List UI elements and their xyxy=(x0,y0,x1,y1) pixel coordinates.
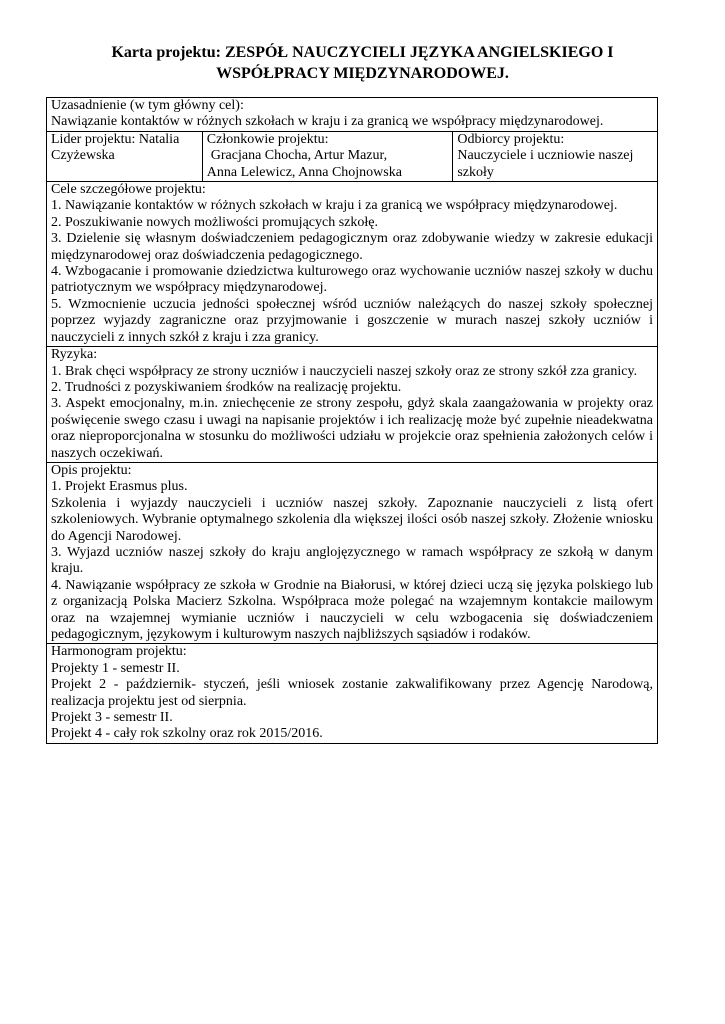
justification-row xyxy=(47,98,658,132)
schedule-label: Harmonogram projektu: xyxy=(51,644,187,660)
objective-item: 1. Nawiązanie kontaktów w różnych szkołach w kraju i za granicą we współpracy międzynarodowej. xyxy=(51,198,618,214)
members-label: Członkowie projektu: xyxy=(206,131,329,147)
objectives-label: Cele szczegółowe projektu: xyxy=(51,182,206,198)
justification-cell xyxy=(47,98,658,132)
recipients-label: Odbiorcy projektu: xyxy=(457,131,565,147)
risk-item: 3. Aspekt emocjonalny, m.in. zniechęcenie ze strony zespołu, gdyż skala zaangażowania w projekty oraz poświęcenie swego czasu i uwagi na napisanie projektów i ich realizację może być zupełnie nieadekwatna oraz nieproporcjonalna w stosunku do możliwości udziału w projekcie oraz spełnienia założonych celów i naszych oczekiwań. xyxy=(51,396,653,461)
description-row xyxy=(47,462,658,643)
justification-text: Nawiązanie kontaktów w różnych szkołach w kraju i za granicą we współpracy międzynarodowej. xyxy=(51,114,604,130)
risks-row xyxy=(47,347,658,463)
title-line-1: Karta projektu: ZESPÓŁ NAUCZYCIELI JĘZYKA ANGIELSKIEGO I xyxy=(111,44,614,61)
team-row xyxy=(47,131,658,181)
schedule-row xyxy=(47,644,658,743)
description-item: 4. Nawiązanie współpracy ze szkoła w Grodnie na Białorusi, w której dzieci uczą się języka polskiego lub z organizacją Polska Macierz Szkolna. Współpraca może polegać na wzajemnym kontakcie mailowym oraz na wzajemnej wymianie uczniów i nauczycieli w celu wzbogacenia się doświadczeniem pedagogicznym, językowym i kulturowym naszych najbliższych sąsiadów i rodaków. xyxy=(51,577,653,642)
title-line-2: WSPÓŁPRACY MIĘDZYNARODOWEJ. xyxy=(216,65,509,82)
recipients-cell xyxy=(453,131,658,181)
members-line-1: Gracjana Chocha, Artur Mazur, xyxy=(210,148,388,164)
schedule-item: Projekt 3 - semestr II. xyxy=(51,710,173,726)
objective-item: 5. Wzmocnienie uczucia jedności społecznej wśród uczniów należących do naszej szkoły społecznej poprzez wyjazdy zagraniczne oraz przyjmowanie i goszczenie w murach naszej szkoły uczniów i nauczycieli z innych szkół z kraju i zza granicy. xyxy=(51,296,653,345)
leader-label: Lider projektu: Natalia xyxy=(51,131,180,147)
risk-item: 1. Brak chęci współpracy ze strony uczniów i nauczycieli naszej szkoły oraz ze strony szkół zza granicy. xyxy=(51,363,638,379)
project-card-table xyxy=(46,97,658,744)
description-item: Szkolenia i wyjazdy nauczycieli i uczniów naszej szkoły. Zapoznanie nauczycieli z listą ofert szkoleniowych. Wybranie optymalnego szkolenia dla większej ilości osób naszej szkoły. Złożenie wniosku do Agencji Narodowej. xyxy=(51,495,653,544)
schedule-cell xyxy=(47,644,658,743)
objective-item: 2. Poszukiwanie nowych możliwości promujących szkołę. xyxy=(51,214,378,230)
members-line-2: Anna Lelewicz, Anna Chojnowska xyxy=(206,164,402,180)
schedule-item: Projekt 2 - październik- styczeń, jeśli wniosek zostanie zakwalifikowany przez Agencję Narodową, realizacja projektu jest od sierpnia. xyxy=(51,677,653,709)
schedule-item: Projekty 1 - semestr II. xyxy=(51,660,180,676)
objective-item: 3. Dzielenie się własnym doświadczeniem pedagogicznym oraz zdobywanie wiedzy w zakresie edukacji międzynarodowej oraz doświadczenia pedagogicznego. xyxy=(51,231,653,263)
members-cell xyxy=(202,131,453,181)
risks-label: Ryzyka: xyxy=(51,347,98,363)
description-label: Opis projektu: xyxy=(51,462,132,478)
objective-item: 4. Wzbogacanie i promowanie dziedzictwa kulturowego oraz wychowanie uczniów naszej szkoły w duchu patriotycznym we współpracy międzynarodowej. xyxy=(51,264,653,296)
risk-item: 2. Trudności z pozyskiwaniem środków na realizację projektu. xyxy=(51,379,402,395)
description-cell xyxy=(47,462,658,643)
leader-name: Czyżewska xyxy=(51,148,115,164)
recipients-line-2: szkoły xyxy=(457,164,494,180)
description-item: 3. Wyjazd uczniów naszej szkoły do kraju anglojęzycznego w ramach współpracy ze szkołą w danym kraju. xyxy=(51,544,653,577)
recipients-line-1: Nauczyciele i uczniowie naszej xyxy=(457,148,634,164)
leader-cell xyxy=(47,131,203,181)
objectives-row xyxy=(47,182,658,347)
justification-label: Uzasadnienie (w tym główny cel): xyxy=(51,98,244,113)
page-title xyxy=(60,42,665,84)
description-item: 1. Projekt Erasmus plus. xyxy=(51,479,188,495)
objectives-cell xyxy=(47,182,658,347)
risks-cell xyxy=(47,347,658,463)
schedule-item: Projekt 4 - cały rok szkolny oraz rok 2015/2016. xyxy=(51,726,323,742)
